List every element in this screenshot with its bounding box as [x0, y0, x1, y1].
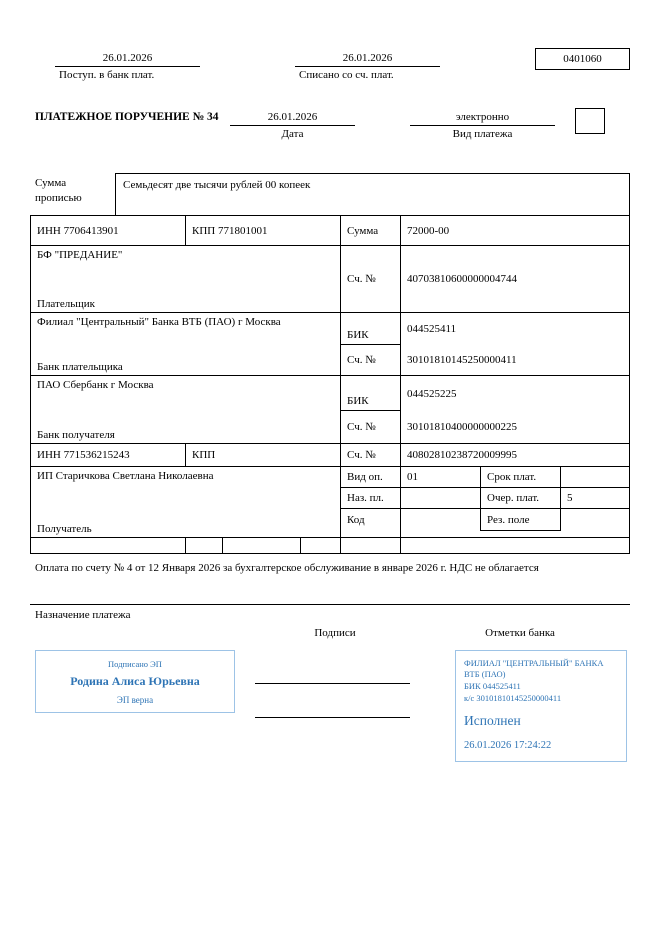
payer-account-label: Сч. №: [341, 246, 401, 313]
payer-bank-account-label: Сч. №: [341, 345, 401, 375]
received-label: Поступ. в банк плат.: [59, 69, 155, 81]
esign-signer-name: Родина Алиса Юрьевна: [70, 674, 200, 688]
spacer: [30, 627, 255, 639]
table-row: [31, 313, 629, 376]
bank-stamp-bik: БИК 044525411: [464, 681, 521, 692]
corr-account-row: [341, 411, 629, 443]
code-row: [341, 509, 629, 531]
payee-bank-name: ПАО Сбербанк г Москва: [37, 379, 154, 391]
payer-bank-section-label: Банк плательщика: [37, 361, 123, 373]
payee-inn: ИНН 771536215243: [31, 444, 186, 467]
bank-stamp-corr-account: к/с 30101810145250000411: [464, 693, 562, 704]
debited-date: 26.01.2026: [295, 52, 440, 67]
payer-name: БФ "ПРЕДАНИЕ": [37, 249, 123, 261]
payer-section-label: Плательщик: [37, 298, 95, 310]
pay-order-value: 5: [561, 488, 629, 509]
footer-cell: [401, 538, 629, 553]
footer-cell: [341, 538, 401, 553]
payee-name: ИП Старичкова Светлана Николаевна: [37, 470, 214, 482]
pay-term-label: Срок плат.: [481, 467, 561, 488]
payee-cell: [31, 467, 341, 538]
payee-bank-details: [341, 376, 629, 444]
payer-bank-bik-label: БИК: [341, 313, 401, 345]
payer-bank-details: [341, 313, 629, 376]
table-row: [31, 467, 629, 538]
table-row: [31, 376, 629, 444]
payment-table: [30, 215, 630, 554]
footer-cell: [223, 538, 301, 553]
top-section: [30, 48, 630, 93]
footer-cell: [186, 538, 223, 553]
received-date: 26.01.2026: [55, 52, 200, 67]
stamps-area: [30, 650, 630, 780]
payee-bank-bik-label: БИК: [341, 376, 401, 411]
payer-kpp: КПП 771801001: [186, 216, 341, 246]
payee-bank-account-label: Сч. №: [341, 411, 401, 443]
pay-term-value: [561, 467, 629, 488]
payee-bank-cell: [31, 376, 341, 444]
payer-inn: ИНН 7706413901: [31, 216, 186, 246]
payer-bank-cell: [31, 313, 341, 376]
payer-cell: [31, 246, 341, 313]
amount-words-block: [30, 173, 630, 215]
purpose-code-value: [401, 488, 481, 509]
payment-kind: электронно: [410, 111, 555, 126]
esign-verified-label: ЭП верна: [116, 695, 154, 705]
op-row: [341, 467, 629, 488]
status-code-box: [575, 108, 605, 134]
spacer-cell: [401, 531, 629, 537]
purpose-code-row: [341, 488, 629, 509]
footer-headers: [30, 627, 630, 639]
spacer-row: [341, 531, 629, 537]
doc-date: 26.01.2026: [230, 111, 355, 126]
footer-cell: [301, 538, 341, 553]
form-code-box: [535, 48, 630, 70]
payment-kind-field: [410, 111, 555, 140]
payer-bank-bik-value: 044525411: [407, 323, 457, 335]
payer-bank-account-value: 30101810145250000411: [407, 354, 517, 366]
doc-date-field: [230, 111, 355, 140]
code-label: Код: [341, 509, 401, 531]
purpose-label: Назначение платежа: [35, 609, 131, 621]
pay-order-label: Очер. плат.: [481, 488, 561, 509]
reserve-field-label: Рез. поле: [481, 509, 561, 531]
purpose-block: [30, 556, 630, 605]
table-footer-row: [31, 538, 629, 553]
bank-marks-header: Отметки банка: [485, 627, 555, 639]
bank-stamp-status: Исполнен: [464, 713, 521, 729]
signature-line: [255, 683, 410, 684]
bik-row: [341, 313, 629, 345]
payee-section-label: Получатель: [37, 523, 92, 535]
sum-label: Сумма: [341, 216, 401, 246]
title-row: [30, 108, 630, 150]
bank-stamp: [455, 650, 627, 762]
received-date-block: [55, 52, 200, 81]
corr-account-row: [341, 345, 629, 375]
amount-words-label: Сумма прописью: [35, 177, 82, 204]
signatures-header: Подписи: [314, 627, 356, 639]
payer-bank-name: Филиал "Центральный" Банка ВТБ (ПАО) г Москва: [37, 316, 281, 328]
bank-stamp-datetime: 26.01.2026 17:24:22: [464, 740, 552, 752]
table-row: [31, 216, 629, 246]
payee-kpp: КПП: [186, 444, 341, 467]
footer-cell: [31, 538, 186, 553]
doc-title: ПЛАТЕЖНОЕ ПОРУЧЕНИЕ № 34: [35, 111, 219, 123]
esign-stamp: [35, 650, 235, 713]
payee-account-value: 40802810238720009995: [401, 444, 629, 467]
payee-account-label: Сч. №: [341, 444, 401, 467]
reserve-field-value: [561, 509, 629, 531]
bank-stamp-bank-name: ФИЛИАЛ "ЦЕНТРАЛЬНЫЙ" БАНКА ВТБ (ПАО): [464, 658, 604, 680]
esign-stamp-line1: Подписано ЭП: [108, 659, 162, 669]
payee-bank-bik-value: 044525225: [407, 387, 457, 400]
table-row: [31, 444, 629, 467]
form-code: 0401060: [563, 53, 602, 65]
payer-account-value: 40703810600000004744: [401, 246, 629, 313]
spacer: [415, 627, 435, 639]
operation-details: [341, 467, 629, 538]
table-row: [31, 246, 629, 313]
purpose-text: Оплата по счету № 4 от 12 Января 2026 за бухгалтерское обслуживание в январе 2026 г. НДС не облагается: [35, 562, 539, 574]
signature-line: [255, 717, 410, 718]
spacer-cell: [341, 531, 401, 537]
sum-value: 72000-00: [401, 216, 629, 246]
payee-bank-section-label: Банк получателя: [37, 429, 115, 441]
payment-kind-label: Вид платежа: [452, 128, 513, 140]
amount-words-value: Семьдесят две тысячи рублей 00 копеек: [115, 173, 630, 215]
debited-date-block: [295, 52, 440, 81]
payee-bank-account-value: 30101810400000000225: [407, 421, 517, 433]
code-value: [401, 509, 481, 531]
doc-date-label: Дата: [281, 128, 304, 140]
purpose-code-label: Наз. пл.: [341, 488, 401, 509]
debited-label: Списано со сч. плат.: [299, 69, 394, 81]
op-type-value: 01: [401, 467, 481, 488]
op-type-label: Вид оп.: [341, 467, 401, 488]
bik-row: [341, 376, 629, 411]
